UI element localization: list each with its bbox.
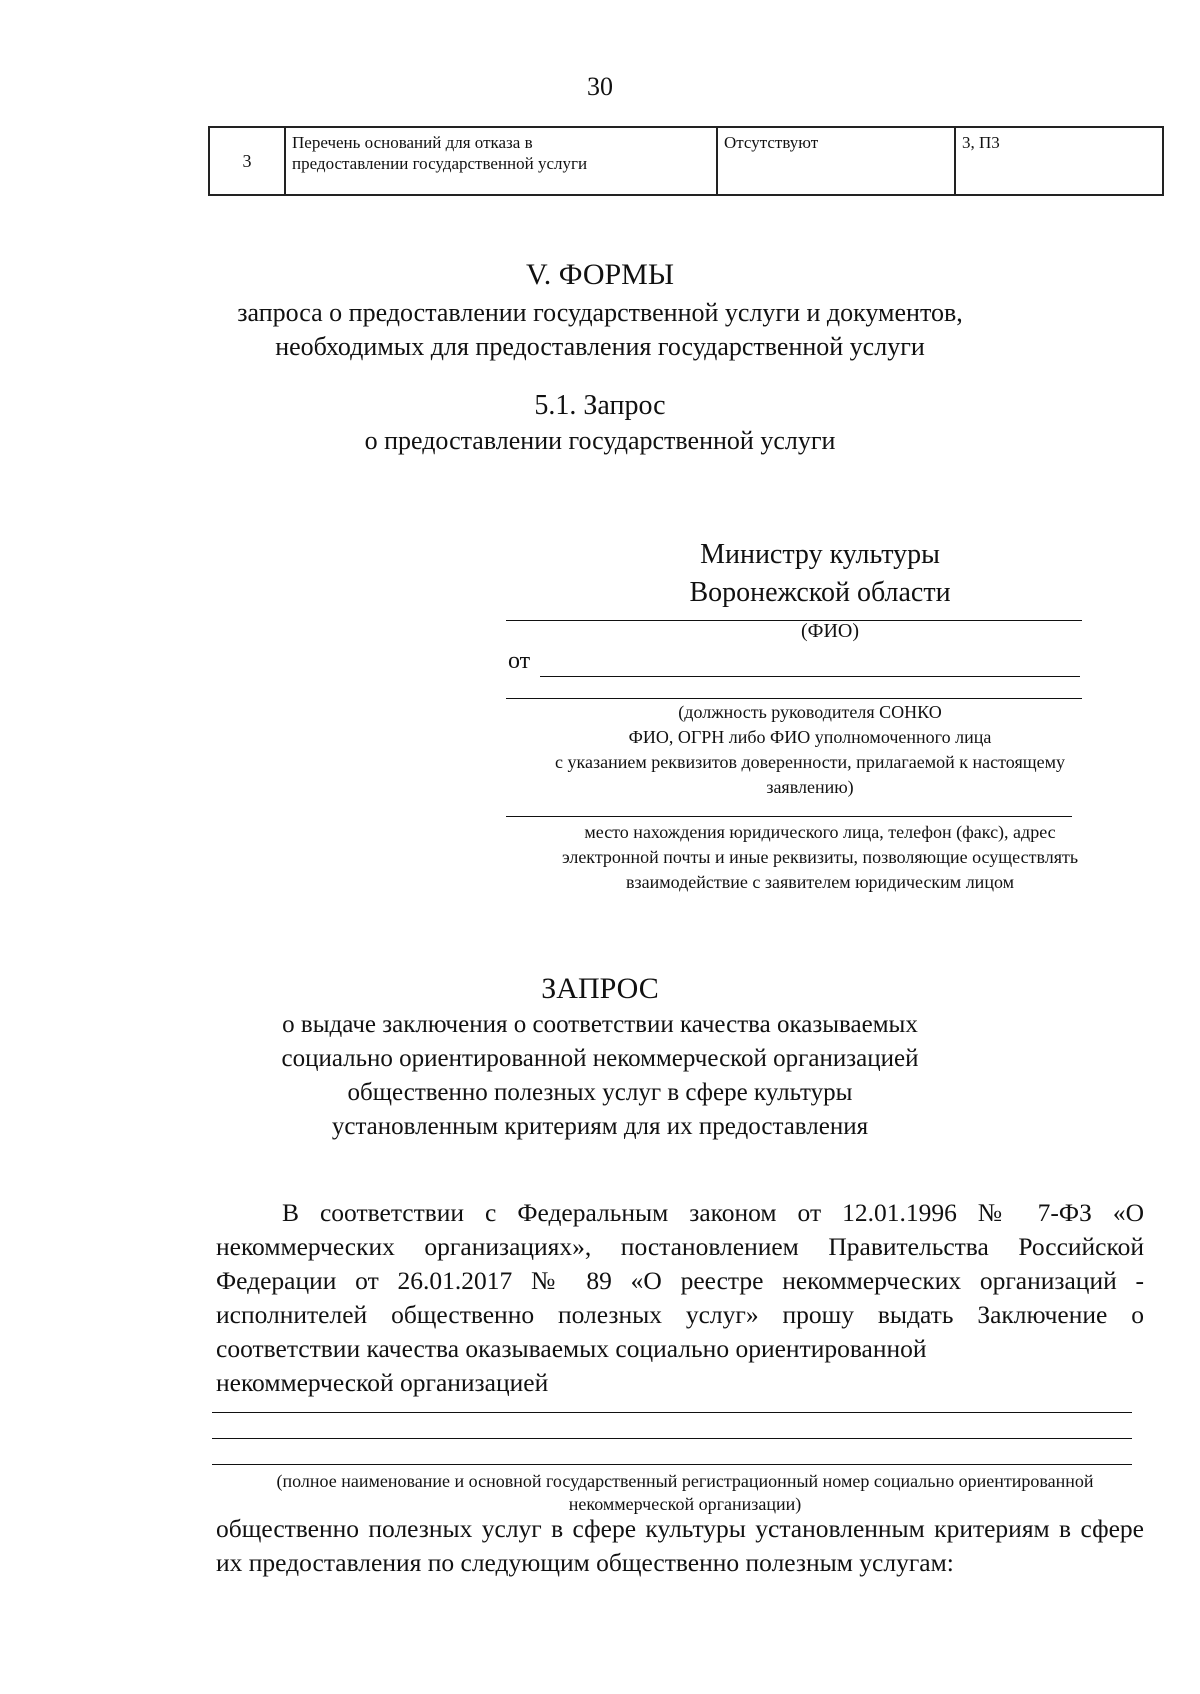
addressee-line: Министру культуры — [700, 539, 940, 570]
row-value-cell: Отсутствуют — [717, 127, 955, 195]
org-caption-line: (полное наименование и основной государственный регистрационный номер социально ориентированной — [276, 1471, 1094, 1491]
addressee-block — [560, 536, 1080, 612]
services-table — [208, 126, 1164, 196]
section-subtitle — [0, 296, 1200, 364]
from-label: от — [508, 648, 531, 674]
table-row — [209, 127, 1163, 195]
from-underline — [540, 676, 1080, 677]
position-caption-line: заявлению) — [766, 777, 854, 797]
body-paragraph-1: В соответствии с Федеральным законом от 12.01.1996 № 7-ФЗ «О некоммерческих организациях», постановлением Правительства Российской Федерации от 26.01.2017 № 89 «О реестре некоммерческих организаций - исполнителей общественно полезных услуг» прошу выдать Заключение о соответствии качества оказываемых социально ориентированной — [216, 1198, 1144, 1363]
org-caption — [210, 1470, 1160, 1516]
org-name-underline-1 — [212, 1412, 1132, 1413]
location-caption-line: взаимодействие с заявителем юридическим лицом — [626, 872, 1014, 892]
location-caption — [520, 820, 1120, 895]
subsection-title: 5.1. Запрос — [534, 390, 666, 421]
location-caption-line: место нахождения юридического лица, телефон (факс), адрес — [584, 822, 1056, 842]
position-caption-line: ФИО, ОГРН либо ФИО уполномоченного лица — [628, 727, 992, 747]
request-subtitle-line: установленным критериям для их предоставления — [331, 1113, 869, 1140]
position-underline — [506, 698, 1082, 699]
location-underline — [506, 816, 1072, 817]
body-paragraph-1-end: некоммерческой организацией — [216, 1368, 549, 1397]
request-subtitle-line: социально ориентированной некоммерческой организацией — [281, 1045, 919, 1072]
row-number-cell: 3 — [209, 127, 285, 195]
request-subtitle — [0, 1008, 1200, 1144]
addressee-line: Воронежской области — [689, 577, 951, 608]
body-paragraph-2: общественно полезных услуг в сфере культуры установленным критериям в сфере их предоставления по следующим общественно полезным услугам: — [216, 1514, 1144, 1577]
position-caption — [510, 700, 1110, 800]
request-subtitle-line: общественно полезных услуг в сфере культуры — [347, 1079, 853, 1106]
org-caption-line: некоммерческой организации) — [568, 1494, 802, 1514]
org-name-underline-3 — [212, 1464, 1132, 1465]
section-subtitle-line: запроса о предоставлении государственной услуги и документов, — [237, 298, 963, 327]
page-number: 30 — [587, 72, 613, 101]
org-name-underline-2 — [212, 1438, 1132, 1439]
location-caption-line: электронной почты и иные реквизиты, позволяющие осуществлять — [561, 847, 1079, 867]
row-name-line: предоставлении государственной услуги — [292, 154, 588, 173]
row-name-cell — [285, 127, 717, 195]
section-subtitle-line: необходимых для предоставления государственной услуги — [275, 332, 925, 361]
request-subtitle-line: о выдаче заключения о соответствии качества оказываемых — [282, 1011, 918, 1038]
section-title: V. ФОРМЫ — [525, 258, 675, 291]
position-caption-line: с указанием реквизитов доверенности, прилагаемой к настоящему — [555, 752, 1065, 772]
position-caption-line: (должность руководителя СОНКО — [678, 702, 942, 722]
row-ref-cell: 3, П3 — [955, 127, 1163, 195]
row-name-line: Перечень оснований для отказа в — [292, 133, 533, 152]
subsection-subtitle: о предоставлении государственной услуги — [364, 426, 836, 455]
fio-caption: (ФИО) — [800, 620, 859, 642]
request-title: ЗАПРОС — [541, 972, 659, 1005]
